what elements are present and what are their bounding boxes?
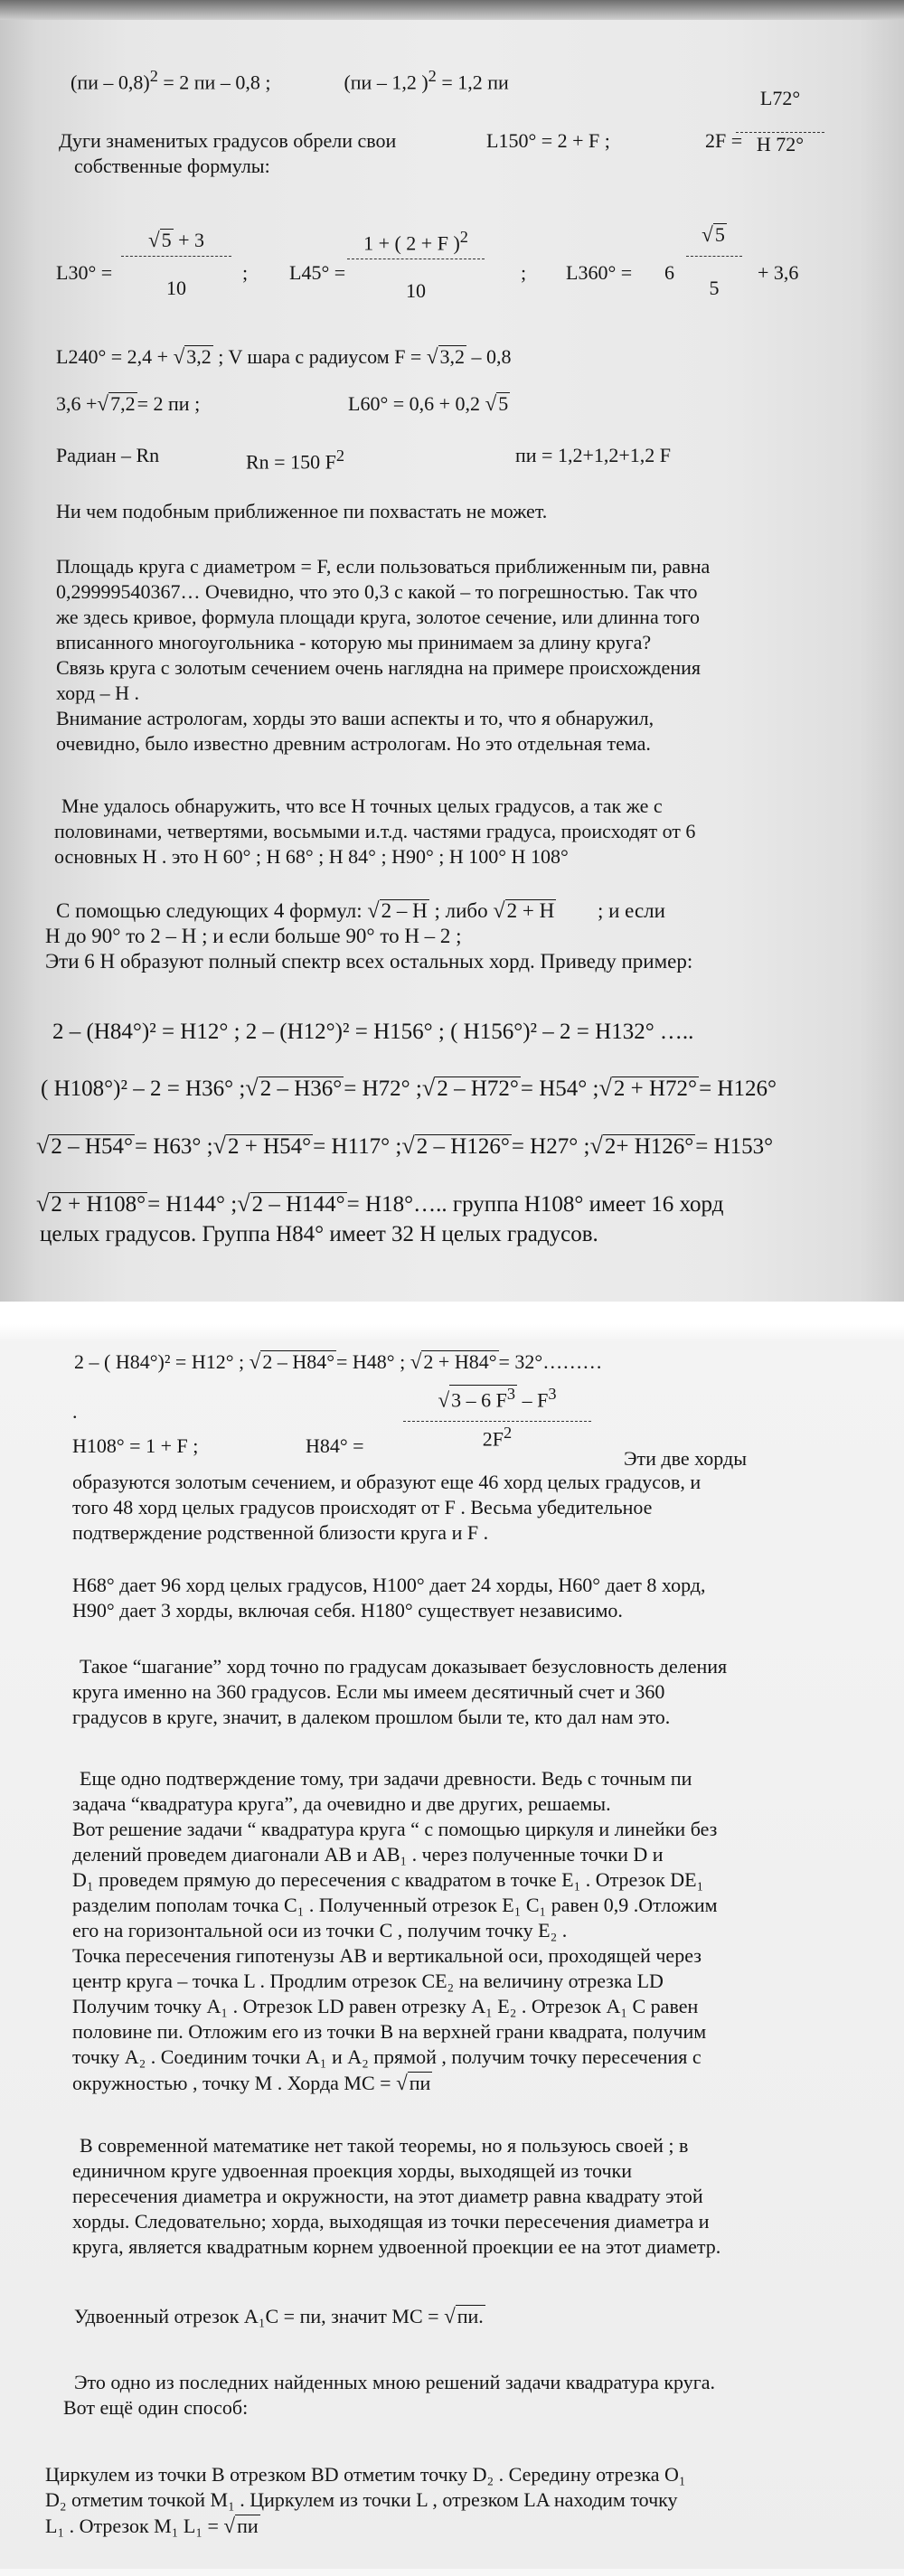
radian-formula: Rn = 150 $F^2$ [246, 447, 344, 474]
l150-formula: L150° = 2 + F ; [486, 129, 610, 152]
scan-bottom-edge [0, 2569, 904, 2576]
l30-label: L30° = [56, 261, 113, 284]
l30-fraction: √5 + 3 10 [118, 228, 235, 300]
l45-label: L45° = [289, 261, 346, 284]
help-line-3: Эти 6 H образуют полный спектр всех остальных хорд. Приведу пример: [45, 950, 693, 973]
l36-line: 3,6 +√7,2= 2 пи ; [56, 391, 201, 415]
radian-label: Радиан – Rn [56, 444, 160, 466]
formula-row-5: целых градусов. Группа H84° имеет 32 H целых градусов. [40, 1222, 598, 1246]
h68-text: H68° дает 96 хорд целых градусов, H100° дает 24 хорды, H60° дает 8 хорд, [72, 1574, 706, 1596]
nothing-sentence: Ни чем подобным приближенное пи похвастать не может. [56, 500, 548, 522]
h108-formula: H108° = 1 + F ; [72, 1434, 199, 1457]
final-line: L₁ . Отрезок M₁ L₁ = √пи [45, 2514, 259, 2537]
scan-top-edge [0, 0, 904, 20]
two-chords-text: Эти две хорды [624, 1447, 747, 1470]
l360-label: L360° = [566, 261, 633, 284]
equation-line-1: (пи – 0,8)$^2$ = 2 пи – 0,8 ; (пи – 1,2 )$^2$ = 1,2 пи [71, 67, 509, 94]
formula-row-2: ( H108°)² – 2 = H36° ;√2 – H36°= H72° ;√2 – H72°= H54° ;√2 + H72°= H126° [41, 1075, 777, 1101]
2f-fraction: L72° H 72° [730, 87, 830, 156]
arcs-intro-text-2: собственные формулы: [74, 155, 270, 177]
2f-label: 2F = [705, 129, 743, 152]
page-two: 2 – ( H84°)² = H12° ; √2 – H84°= H48° ; √2 + H84°= 32°……… . H108° = 1 + F ; H84° = √3 – 6 $F^3 - F^3$ $2F^2$ Эти две хорды образуются золотым сечением, и образуют еще 46 хорд целых градусов, и того 48 хорд целых градусов происходят от F . Весьма убедительное подтверждение родственной близости круга и F . H68° дает 96 хорд целых градусов, H100° дает 24 хорды, H60° дает 8 хорд, H90° дает 3 хорды, включая себя. H180° существует независимо. Такое “шагание” хорд точно по градусам доказывает безусловность деления круга именно на 360 градусов. Если мы имеем десятичный счет и 360 градусов в круге, значит, в далеком прошлом были те, кто дал нам это. Еще одно подтверждение тому, три задачи древности. Ведь с точным пи задача “квадратура круга”, да очевидно и две других, решаемы. Вот решение задачи “ квадратура круга “ с помощью циркуля и линейки без делений проведем диагонали AB и AB₁ . через полученные точки D и D₁ проведем прямую до пересечения с квадратом в точке E₁ . Отрезок DE₁ разделим пополам точка C₁ . Полученный отрезок E₁ C₁ равен 0,9 .Отложим его на горизонтальной оси из точки C , получим точку E₂ . Точка пересечения гипотенузы AB и вертикальной оси, проходящей через центр круга – точка L . Продлим отрезок CE₂ на величину отрезка LD Получим точку A₁ . Отрезок LD равен отрезку A₁ E₂ . Отрезок A₁ C равен половине пи. Отложим его из точки B на верхней грани квадрата, получим точку A₂ . Соединим точки A₁ и A₂ прямой , получим точку пересечения с окружностью , точку M . Хорда MC = √пи В современной математике нет такой теоремы, но я пользуюсь своей ; в единичном круге удвоенная проекция хорды, выходящей из точки пересечения диаметра и окружности, на этот диаметр равна квадрату этой хорды. Следовательно; хорда, выходящая из точки пересечения диаметра и круга, является квадратным корнем удвоенной проекции ее на этот диаметр. Удвоенный отрезок A₁C = пи, значит MC = √пи. Это одно из последних найденных мною решений задачи квадратура круга. Вот ещё один способ: Циркулем из точки B отрезком BD отметим точку D₂ . Середину отрезка O₁ D₂ отметим точкой M₁ . Циркулем из точки L , отрезком LA находим точку L₁ . Отрезок M₁ L₁ = √пи [0, 1302, 904, 2576]
doubled-segment-line: Удвоенный отрезок A₁C = пи, значит MC = √пи. [74, 2304, 484, 2327]
formula-row-4: √2 + H108°= H144° ;√2 – H144°= H18°….. группа H108° имеет 16 хорд [36, 1190, 724, 1217]
eq-pi-minus-08: (пи – 0,8) [71, 71, 150, 94]
last-solution-text: Это одно из последних найденных мною решений задачи квадратура круга. [74, 2371, 716, 2393]
h84-label: H84° = [306, 1434, 364, 1457]
pi-formula: пи = 1,2+1,2+1,2 F [515, 444, 672, 466]
arcs-intro-text: Дуги знаменитых градусов обрели свои [59, 129, 397, 152]
help-line: С помощью следующих 4 формул: √2 – H ; либо √2 + H ; и если [56, 898, 665, 923]
l60-formula: L60° = 0,6 + 0,2 √5 [348, 391, 509, 415]
page-one: (пи – 0,8)$^2$ = 2 пи – 0,8 ; (пи – 1,2 )$^2$ = 1,2 пи Дуги знаменитых градусов обрели свои собственные формулы: L150° = 2 + F ; 2F = L72° H 72° L30° = √5 + 3 10 ; L45° = 1 + ( 2 + F )$^2$ 10 ; L360° = 6 √5 5 + 3,6 L240° = 2,4 + √3,2 ; V шара с радиусом F = √3,2 – 0,8 3,6 +√7,2= 2 пи ; L60° = 0,6 + 0,2 √5 Радиан – Rn Rn = 150 $F^2$ пи = 1,2+1,2+1,2 F Ни чем подобным приближенное пи похвастать не может. Площадь круга с диаметром = F, если пользоваться приближенным пи, равна 0,29999540367… Очевидно, что это 0,3 с какой – то погрешностью. Так что же здесь кривое, формула площади круга, золотое сечение, или длинна того вписанного многоугольника - которую мы принимаем за длину круга? Связь круга с золотым сечением очень наглядна на примере происхождения хорд – H . Внимание астрологам, хорды это ваши аспекты и то, что я обнаружил, очевидно, было известно древним астрологам. Но это отдельная тема. Мне удалось обнаружить, что все H точных целых градусов, а так же с половинами, четвертями, восьмыми и.т.д. частями градуса, происходят от 6 основных H . это H 60° ; H 68° ; H 84° ; H90° ; H 100° H 108° С помощью следующих 4 формул: √2 – H ; либо √2 + H ; и если H до 90° то 2 – H ; и если больше 90° то H – 2 ; Эти 6 H образуют полный спектр всех остальных хорд. Приведу пример: 2 – (H84°)² = H12° ; 2 – (H12°)² = H156° ; ( H156°)² – 2 = H132° ….. ( H108°)² – 2 = H36° ;√2 – H36°= H72° ;√2 – H72°= H54° ;√2 + H72°= H126° √2 – H54°= H63° ;√2 + H54°= H117° ;√2 – H126°= H27° ;√2+ H126°= H153° √2 + H108°= H144° ;√2 – H144°= H18°….. группа H108° имеет 16 хорд целых градусов. Группа H84° имеет 32 H целых градусов. [0, 0, 904, 1302]
g-formula-row: 2 – ( H84°)² = H12° ; √2 – H84°= H48° ; √2 + H84°= 32°……… [74, 1349, 603, 1373]
formula-row-1: 2 – (H84°)² = H12° ; 2 – (H12°)² = H156° ; ( H156°)² – 2 = H132° ….. [52, 1020, 694, 1044]
l240-line: L240° = 2,4 + √3,2 ; V шара с радиусом F = √3,2 – 0,8 [56, 344, 512, 368]
compass-paragraph: Циркулем из точки B отрезком BD отметим точку D₂ . Середину отрезка O₁ [45, 2463, 686, 2486]
formula-row-3: √2 – H54°= H63° ;√2 + H54°= H117° ;√2 – H126°= H27° ;√2+ H126°= H153° [36, 1133, 774, 1159]
l45-fraction: 1 + ( 2 + F )$^2$ 10 [344, 228, 488, 303]
eq-pi-minus-12: (пи – 1,2 ) [344, 71, 428, 94]
l360-fraction: √5 5 [683, 222, 746, 300]
stray-dot: . [72, 1400, 78, 1423]
help-line-2: H до 90° то 2 – H ; и если больше 90° то H – 2 ; [45, 925, 462, 947]
h84-fraction: √3 – 6 $F^3 - F^3$ $2F^2$ [398, 1385, 597, 1452]
